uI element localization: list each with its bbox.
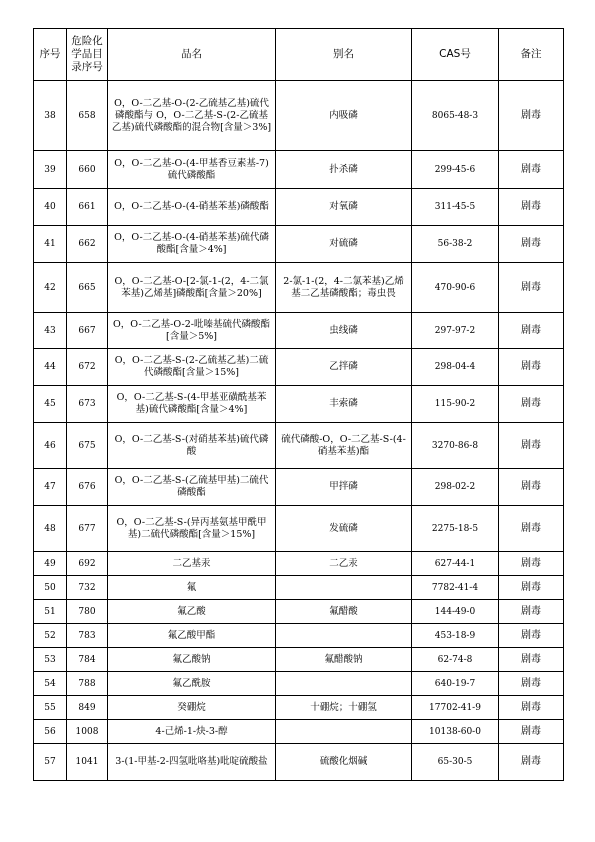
hazardous-chemicals-table: [33, 28, 564, 781]
table-row: [34, 624, 564, 648]
cell-note: 剧毒: [499, 696, 564, 720]
cell-catalog-no: 784: [67, 648, 108, 672]
cell-alias: 发硫磷: [276, 506, 412, 552]
table-row: [34, 744, 564, 781]
cell-alias: [276, 624, 412, 648]
cell-alias: 对硫磷: [276, 226, 412, 263]
cell-seq: 40: [34, 189, 67, 226]
cell-note: 剧毒: [499, 672, 564, 696]
cell-cas: 2275-18-5: [412, 506, 499, 552]
cell-seq: 52: [34, 624, 67, 648]
cell-alias: [276, 720, 412, 744]
cell-catalog-no: 658: [67, 81, 108, 151]
cell-catalog-no: 673: [67, 386, 108, 423]
table-row: [34, 263, 564, 313]
cell-catalog-no: 692: [67, 552, 108, 576]
cell-note: 剧毒: [499, 744, 564, 781]
cell-seq: 51: [34, 600, 67, 624]
cell-name: O，O-二乙基-O-(4-硝基苯基)磷酸酯: [108, 189, 276, 226]
cell-catalog-no: 675: [67, 423, 108, 469]
cell-seq: 43: [34, 313, 67, 349]
cell-alias: 虫线磷: [276, 313, 412, 349]
col-header-cas: CAS号: [412, 29, 499, 81]
header-row: [34, 29, 564, 81]
cell-seq: 39: [34, 151, 67, 189]
cell-note: 剧毒: [499, 423, 564, 469]
cell-alias: 氟醋酸: [276, 600, 412, 624]
cell-cas: 56-38-2: [412, 226, 499, 263]
cell-note: 剧毒: [499, 151, 564, 189]
cell-seq: 56: [34, 720, 67, 744]
cell-seq: 47: [34, 469, 67, 506]
cell-alias: 甲拌磷: [276, 469, 412, 506]
cell-cas: 10138-60-0: [412, 720, 499, 744]
cell-cas: 8065-48-3: [412, 81, 499, 151]
cell-alias: 2-氯-1-(2，4-二氯苯基)乙烯基二乙基磷酸酯；毒虫畏: [276, 263, 412, 313]
table-body: [34, 81, 564, 781]
cell-note: 剧毒: [499, 189, 564, 226]
cell-note: 剧毒: [499, 552, 564, 576]
cell-note: 剧毒: [499, 313, 564, 349]
cell-cas: 297-97-2: [412, 313, 499, 349]
cell-note: 剧毒: [499, 469, 564, 506]
cell-seq: 38: [34, 81, 67, 151]
cell-alias: [276, 576, 412, 600]
cell-note: 剧毒: [499, 576, 564, 600]
table-row: [34, 189, 564, 226]
col-header-name: 品名: [108, 29, 276, 81]
col-header-seq: 序号: [34, 29, 67, 81]
cell-name: O，O-二乙基-S-(2-乙硫基乙基)二硫代磷酸酯[含量＞15%]: [108, 349, 276, 386]
cell-cas: 65-30-5: [412, 744, 499, 781]
cell-name: O，O-二乙基-S-(异丙基氨基甲酰甲基)二硫代磷酸酯[含量＞15%]: [108, 506, 276, 552]
cell-note: 剧毒: [499, 81, 564, 151]
cell-note: 剧毒: [499, 648, 564, 672]
table-row: [34, 506, 564, 552]
cell-cas: 62-74-8: [412, 648, 499, 672]
cell-name: O，O-二乙基-O-2-吡嗪基硫代磷酸酯[含量＞5%]: [108, 313, 276, 349]
cell-catalog-no: 676: [67, 469, 108, 506]
table-row: [34, 696, 564, 720]
cell-catalog-no: 732: [67, 576, 108, 600]
cell-cas: 144-49-0: [412, 600, 499, 624]
cell-note: 剧毒: [499, 720, 564, 744]
table-row: [34, 226, 564, 263]
cell-alias: 对氧磷: [276, 189, 412, 226]
cell-catalog-no: 662: [67, 226, 108, 263]
cell-catalog-no: 665: [67, 263, 108, 313]
cell-cas: 298-04-4: [412, 349, 499, 386]
col-header-catalog-no: 危险化学品目录序号: [67, 29, 108, 81]
cell-seq: 44: [34, 349, 67, 386]
cell-name: 二乙基汞: [108, 552, 276, 576]
cell-catalog-no: 788: [67, 672, 108, 696]
cell-alias: 硫酸化烟碱: [276, 744, 412, 781]
cell-catalog-no: 1008: [67, 720, 108, 744]
cell-alias: [276, 672, 412, 696]
cell-name: 氟乙酸甲酯: [108, 624, 276, 648]
cell-name: 氟: [108, 576, 276, 600]
table-row: [34, 81, 564, 151]
cell-seq: 55: [34, 696, 67, 720]
cell-name: O，O-二乙基-S-(4-甲基亚磺酰基苯基)硫代磷酸酯[含量＞4%]: [108, 386, 276, 423]
col-header-note: 备注: [499, 29, 564, 81]
cell-seq: 49: [34, 552, 67, 576]
cell-name: 氟乙酰胺: [108, 672, 276, 696]
cell-note: 剧毒: [499, 386, 564, 423]
cell-note: 剧毒: [499, 349, 564, 386]
table-row: [34, 648, 564, 672]
table-row: [34, 720, 564, 744]
cell-seq: 50: [34, 576, 67, 600]
cell-cas: 453-18-9: [412, 624, 499, 648]
table-row: [34, 576, 564, 600]
table-row: [34, 349, 564, 386]
cell-alias: 内吸磷: [276, 81, 412, 151]
cell-alias: 扑杀磷: [276, 151, 412, 189]
cell-seq: 53: [34, 648, 67, 672]
cell-name: O，O-二乙基-S-(乙硫基甲基)二硫代磷酸酯: [108, 469, 276, 506]
cell-cas: 627-44-1: [412, 552, 499, 576]
cell-seq: 57: [34, 744, 67, 781]
cell-catalog-no: 783: [67, 624, 108, 648]
cell-seq: 42: [34, 263, 67, 313]
cell-name: O，O-二乙基-O-[2-氯-1-(2，4-二氯苯基)乙烯基]磷酸酯[含量＞20%]: [108, 263, 276, 313]
cell-name: 3-(1-甲基-2-四氢吡咯基)吡啶硫酸盐: [108, 744, 276, 781]
cell-cas: 3270-86-8: [412, 423, 499, 469]
cell-catalog-no: 672: [67, 349, 108, 386]
table-row: [34, 386, 564, 423]
cell-seq: 54: [34, 672, 67, 696]
cell-cas: 299-45-6: [412, 151, 499, 189]
cell-name: O，O-二乙基-O-(2-乙硫基乙基)硫代磷酸酯与 O，O-二乙基-S-(2-乙硫基乙基)硫代磷酸酯的混合物[含量＞3%]: [108, 81, 276, 151]
table-row: [34, 423, 564, 469]
cell-cas: 17702-41-9: [412, 696, 499, 720]
table-row: [34, 672, 564, 696]
table-row: [34, 469, 564, 506]
cell-name: O，O-二乙基-O-(4-甲基香豆素基-7)硫代磷酸酯: [108, 151, 276, 189]
cell-note: 剧毒: [499, 506, 564, 552]
cell-name: 氟乙酸: [108, 600, 276, 624]
cell-alias: 十硼烷；十硼氢: [276, 696, 412, 720]
cell-seq: 46: [34, 423, 67, 469]
cell-cas: 470-90-6: [412, 263, 499, 313]
cell-name: 癸硼烷: [108, 696, 276, 720]
cell-alias: 丰索磷: [276, 386, 412, 423]
cell-note: 剧毒: [499, 226, 564, 263]
cell-cas: 640-19-7: [412, 672, 499, 696]
table-row: [34, 552, 564, 576]
cell-cas: 115-90-2: [412, 386, 499, 423]
cell-alias: 氟醋酸钠: [276, 648, 412, 672]
cell-name: 氟乙酸钠: [108, 648, 276, 672]
cell-alias: 乙拌磷: [276, 349, 412, 386]
cell-note: 剧毒: [499, 624, 564, 648]
cell-catalog-no: 661: [67, 189, 108, 226]
table-row: [34, 313, 564, 349]
cell-catalog-no: 780: [67, 600, 108, 624]
cell-cas: 7782-41-4: [412, 576, 499, 600]
cell-cas: 311-45-5: [412, 189, 499, 226]
cell-seq: 41: [34, 226, 67, 263]
col-header-alias: 别名: [276, 29, 412, 81]
cell-catalog-no: 677: [67, 506, 108, 552]
table-row: [34, 151, 564, 189]
cell-catalog-no: 1041: [67, 744, 108, 781]
cell-cas: 298-02-2: [412, 469, 499, 506]
cell-name: 4-己烯-1-炔-3-醇: [108, 720, 276, 744]
cell-seq: 48: [34, 506, 67, 552]
cell-note: 剧毒: [499, 263, 564, 313]
cell-name: O，O-二乙基-S-(对硝基苯基)硫代磷酸: [108, 423, 276, 469]
cell-catalog-no: 849: [67, 696, 108, 720]
cell-seq: 45: [34, 386, 67, 423]
table-row: [34, 600, 564, 624]
cell-note: 剧毒: [499, 600, 564, 624]
cell-name: O，O-二乙基-O-(4-硝基苯基)硫代磷酸酯[含量＞4%]: [108, 226, 276, 263]
cell-alias: 硫代磷酸-O，O-二乙基-S-(4-硝基苯基)酯: [276, 423, 412, 469]
cell-catalog-no: 667: [67, 313, 108, 349]
cell-alias: 二乙汞: [276, 552, 412, 576]
cell-catalog-no: 660: [67, 151, 108, 189]
